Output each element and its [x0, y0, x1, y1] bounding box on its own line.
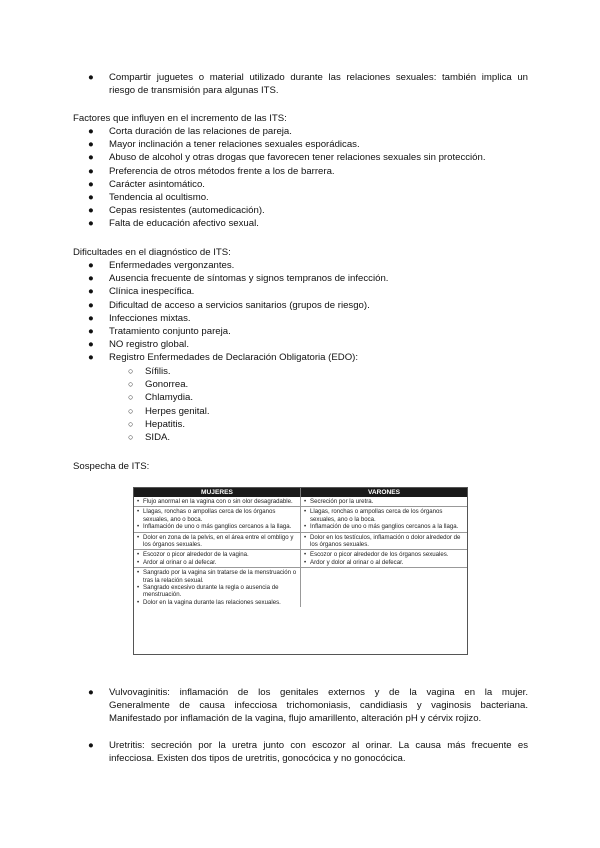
col-varones: VARONES: [367, 489, 401, 496]
circle-bullet-icon: ○: [128, 379, 134, 390]
uretritis-line-2: infecciosa. Existen dos tipos de uretritis, gonocócica y no gonocócica.: [109, 753, 406, 765]
table-header: [134, 488, 467, 497]
table-cell-item: • Sangrado por la vagina sin tratarse de la menstruación o tras la relación sexual.: [137, 569, 298, 584]
bullet-icon: ●: [88, 312, 94, 324]
table-cell-item: • Dolor en zona de la pelvis, en el área entre el ombligo y los órganos sexuales.: [137, 534, 298, 549]
list-item: ● Falta de educación afectivo sexual.: [88, 218, 259, 230]
table-cell-item: • Ardor al orinar o al defecar.: [137, 559, 298, 566]
list-item: ● Ausencia frecuente de síntomas y signos tempranos de infección.: [88, 273, 389, 285]
list-item: ● Abuso de alcohol y otras drogas que favorecen tener relaciones sexuales sin protección.: [88, 152, 486, 164]
list-item: ● Enfermedades vergonzantes.: [88, 260, 235, 271]
cell-mujeres: [134, 497, 301, 506]
table-cell-item: • Secreción por la uretra.: [304, 498, 465, 505]
list-item: ○ Gonorrea.: [128, 379, 189, 391]
bullet-icon: ●: [88, 325, 94, 337]
list-item: ● Mayor inclinación a tener relaciones sexuales esporádicas.: [88, 139, 360, 151]
bullet-icon: ●: [88, 740, 94, 751]
cell-mujeres: [134, 533, 301, 550]
circle-bullet-icon: ○: [128, 366, 134, 376]
uretritis-bullet: [88, 739, 528, 767]
table-cell-item: • Escozor o picor alrededor de la vagina.: [137, 551, 298, 558]
bullet-icon: ●: [88, 352, 94, 364]
col-mujeres: MUJERES: [134, 488, 301, 497]
vulvo-line-2: Generalmente de causa infecciosa trichomoniasis, candidiasis y vaginosis bacteriana.: [109, 700, 528, 712]
dificultades-list: [88, 259, 388, 365]
table-cell-item: • Llagas, ronchas o ampollas cerca de los órganos sexuales, ano o boca.: [137, 508, 298, 523]
list-item: ● Preferencia de otros métodos frente a los de barrera.: [88, 165, 335, 177]
bullet-icon: ●: [88, 126, 94, 137]
bullet-icon: ●: [88, 286, 94, 298]
cell-varones: [301, 568, 467, 607]
bullet-icon: ●: [88, 72, 94, 83]
table-row: [134, 549, 467, 567]
cell-varones: [301, 507, 467, 531]
dificultades-heading: Dificultades en el diagnóstico de ITS:: [73, 247, 231, 258]
bullet-icon: ●: [88, 299, 94, 311]
list-item: ● Clínica inespecífica.: [88, 286, 195, 298]
table-row: [134, 506, 467, 531]
table-cell-item: • Escozor o picor alrededor de los órganos sexuales.: [304, 551, 465, 558]
bullet-icon: ●: [88, 139, 94, 151]
cell-mujeres: [134, 568, 301, 607]
circle-bullet-icon: ○: [128, 392, 134, 403]
edo-sublist: [128, 365, 210, 444]
cell-varones: [301, 497, 467, 506]
list-item: ● Cepas resistentes (automedicación).: [88, 205, 265, 217]
vulvovaginitis-bullet: [88, 686, 528, 728]
table-row: [134, 532, 467, 550]
list-item: ○ Sífilis.: [128, 366, 171, 377]
bullet-icon: ●: [88, 191, 94, 203]
table-row: [134, 567, 467, 607]
list-item: ● Corta duración de las relaciones de pareja.: [88, 126, 292, 137]
table-cell-item: • Flujo anormal en la vagina con o sin olor desagradable.: [137, 498, 298, 505]
list-item: ● Tendencia al ocultismo.: [88, 191, 209, 203]
cell-varones: [301, 533, 467, 550]
list-item: ○ Herpes genital.: [128, 405, 210, 417]
table-cell-item: • Dolor en los testículos, inflamación o dolor alrededor de los órganos sexuales.: [304, 534, 465, 549]
list-item: ● Registro Enfermedades de Declaración Obligatoria (EDO):: [88, 352, 359, 364]
factores-heading: Factores que influyen en el incremento de las ITS:: [73, 113, 287, 124]
intro-bullet: [88, 71, 528, 99]
factores-list: [88, 125, 486, 231]
table-cell-item: • Inflamación de uno o más ganglios cercanos a la llaga.: [304, 523, 465, 530]
bullet-icon: ●: [88, 165, 94, 177]
circle-bullet-icon: ○: [128, 418, 134, 429]
cell-varones: [301, 550, 467, 567]
vulvo-line-3: Manifestado por inflamación de la vagina, flujo amarillento, alteración pH y cérvix rojizo.: [109, 713, 482, 725]
list-item: ● Carácter asintomático.: [88, 178, 205, 190]
table-row: [134, 497, 467, 506]
list-item: ● Dificultad de acceso a servicios sanitarios (grupos de riesgo).: [88, 299, 370, 311]
circle-bullet-icon: ○: [128, 431, 134, 442]
table-body: [134, 497, 467, 607]
bullet-icon: ●: [88, 339, 94, 351]
list-item: ○ Chlamydia.: [128, 392, 193, 404]
sospecha-heading: Sospecha de ITS:: [73, 461, 150, 472]
list-item: ● Infecciones mixtas.: [88, 312, 191, 324]
symptoms-table: [133, 487, 468, 655]
list-item: ● Tratamiento conjunto pareja.: [88, 325, 231, 337]
vulvo-line-1: Vulvovaginitis: inflamación de los genitales externos y de la vagina en la mujer.: [109, 687, 528, 698]
intro-line-1: Compartir juguetes o material utilizado durante las relaciones sexuales: también implica un: [109, 72, 528, 83]
table-cell-item: • Ardor y dolor al orinar o al defecar.: [304, 559, 465, 566]
cell-mujeres: [134, 507, 301, 531]
table-cell-item: • Inflamación de uno o más ganglios cercanos a la llaga.: [137, 523, 298, 530]
bullet-icon: ●: [88, 273, 94, 285]
bullet-icon: ●: [88, 178, 94, 190]
bullet-icon: ●: [88, 152, 94, 164]
uretritis-line-1: Uretritis: secreción por la uretra junto con escozor al orinar. La causa más frecuente es: [109, 740, 528, 751]
bullet-icon: ●: [88, 218, 94, 230]
table-cell-item: • Dolor en la vagina durante las relaciones sexuales.: [137, 599, 298, 606]
bullet-icon: ●: [88, 205, 94, 217]
list-item: ● NO registro global.: [88, 339, 189, 351]
circle-bullet-icon: ○: [128, 405, 134, 416]
bullet-icon: ●: [88, 260, 94, 271]
table-cell-item: • Llagas, ronchas o ampollas cerca de los órganos sexuales, ano o la boca.: [304, 508, 465, 523]
list-item: ○ Hepatitis.: [128, 418, 185, 430]
table-cell-item: • Sangrado excesivo durante la regla o ausencia de menstruación.: [137, 584, 298, 599]
intro-line-2: riesgo de transmisión para algunas ITS.: [109, 85, 279, 97]
bullet-icon: ●: [88, 687, 94, 698]
list-item: ○ SIDA.: [128, 431, 171, 443]
cell-mujeres: [134, 550, 301, 567]
